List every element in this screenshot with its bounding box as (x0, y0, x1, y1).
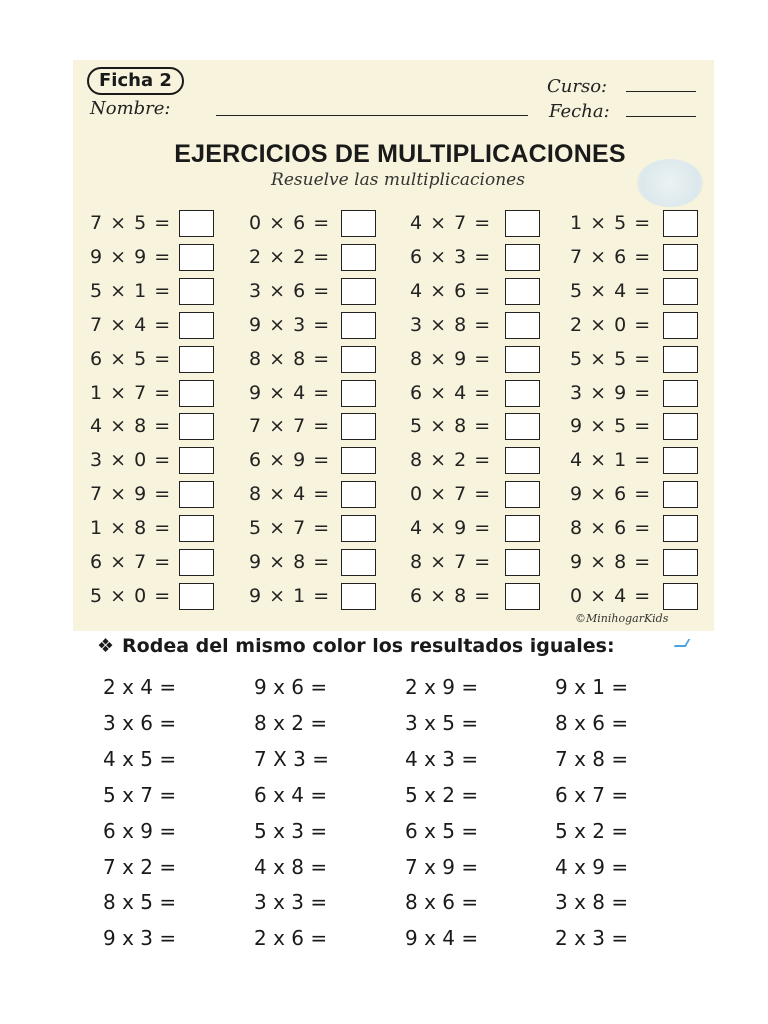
exercise-item (570, 346, 703, 374)
exercise-item (410, 278, 545, 306)
answer-box[interactable] (505, 346, 540, 373)
exercise-expression: 3 × 0 = (90, 449, 172, 472)
exercise-expression: 1 × 5 = (570, 212, 652, 234)
exercise-item (90, 312, 219, 340)
exercise-expression: 7 × 5 = (90, 212, 172, 234)
equation-item: 8 x 2 = (254, 710, 328, 735)
exercise-expression: 9 × 9 = (90, 245, 172, 268)
answer-box[interactable] (179, 549, 214, 576)
exercise-expression: 6 × 9 = (249, 449, 331, 472)
exercise-expression: 1 × 8 = (90, 517, 172, 540)
answer-box[interactable] (663, 380, 698, 407)
exercise-expression: 6 × 8 = (410, 584, 492, 607)
answer-box[interactable] (179, 244, 214, 271)
equation-item: 8 x 6 = (405, 890, 479, 915)
exercise-item (249, 244, 381, 272)
exercise-item (410, 244, 545, 272)
answer-box[interactable] (179, 210, 214, 237)
exercise-item (410, 515, 545, 543)
exercise-item (249, 447, 381, 475)
equation-item: 5 x 3 = (254, 818, 328, 843)
exercise-item (570, 447, 703, 475)
answer-box[interactable] (341, 481, 376, 508)
exercise-expression: 4 × 6 = (410, 279, 492, 302)
equation-item: 4 x 5 = (103, 746, 177, 771)
answer-box[interactable] (179, 515, 214, 542)
worksheet-card (73, 60, 714, 631)
equation-item: 5 x 7 = (103, 782, 177, 807)
exercise-expression: 8 × 6 = (570, 517, 652, 540)
answer-box[interactable] (341, 380, 376, 407)
answer-box[interactable] (341, 515, 376, 542)
exercise-item (410, 210, 545, 238)
exercise-item (90, 481, 219, 509)
equation-item: 6 x 5 = (405, 818, 479, 843)
answer-box[interactable] (505, 210, 540, 237)
equation-item: 9 x 4 = (405, 926, 479, 951)
exercise-expression: 9 × 1 = (249, 584, 331, 607)
fecha-label: Fecha: (549, 101, 610, 122)
exercise-expression: 9 × 6 = (570, 483, 652, 506)
answer-box[interactable] (179, 481, 214, 508)
exercise-expression: 9 × 8 = (249, 551, 331, 573)
exercise-item (90, 346, 219, 374)
section-title-text: Rodea del mismo color los resultados iguales: (122, 635, 615, 657)
exercise-item (249, 549, 381, 577)
answer-box[interactable] (179, 380, 214, 407)
answer-box[interactable] (505, 549, 540, 576)
answer-box[interactable] (663, 312, 698, 339)
answer-box[interactable] (663, 278, 698, 305)
answer-box[interactable] (505, 515, 540, 542)
exercise-item (90, 549, 219, 577)
exercise-item (410, 346, 545, 374)
answer-box[interactable] (663, 447, 698, 474)
equation-item: 5 x 2 = (405, 782, 479, 807)
equation-item: 3 x 6 = (103, 710, 177, 735)
exercise-expression: 5 × 4 = (570, 279, 652, 302)
equation-item: 7 x 9 = (405, 854, 479, 879)
answer-box[interactable] (663, 244, 698, 271)
equation-item: 6 x 4 = (254, 782, 328, 807)
copyright-text: ©MinihogarKids (575, 612, 669, 625)
answer-box[interactable] (179, 346, 214, 373)
exercise-expression: 4 × 1 = (570, 449, 652, 472)
exercise-item (570, 380, 703, 408)
exercise-expression: 6 × 7 = (90, 551, 172, 573)
exercise-expression: 3 × 9 = (570, 381, 652, 404)
exercise-item (570, 549, 703, 577)
answer-box[interactable] (505, 380, 540, 407)
exercise-item (90, 515, 219, 543)
exercise-item (249, 210, 381, 238)
equation-item: 8 x 5 = (103, 890, 177, 915)
answer-box[interactable] (663, 481, 698, 508)
exercise-item (570, 278, 703, 306)
exercise-expression: 1 × 7 = (90, 381, 172, 404)
equation-item: 7 x 8 = (555, 746, 629, 771)
answer-box[interactable] (341, 278, 376, 305)
exercise-expression: 3 × 6 = (249, 279, 331, 302)
exercise-item (410, 583, 545, 611)
exercise-expression: 8 × 8 = (249, 347, 331, 370)
answer-box[interactable] (341, 312, 376, 339)
equation-item: 9 x 3 = (103, 926, 177, 951)
answer-box[interactable] (663, 549, 698, 576)
answer-box[interactable] (341, 447, 376, 474)
logo-badge-icon (637, 159, 703, 207)
exercise-item (90, 583, 219, 611)
exercise-expression: 9 × 4 = (249, 381, 331, 404)
answer-box[interactable] (663, 515, 698, 542)
answer-box[interactable] (179, 413, 214, 440)
exercise-expression: 3 × 8 = (410, 313, 492, 336)
answer-box[interactable] (341, 549, 376, 576)
curso-label: Curso: (547, 76, 608, 97)
answer-box[interactable] (663, 413, 698, 440)
answer-box[interactable] (341, 413, 376, 440)
equation-item: 2 x 6 = (254, 926, 328, 951)
answer-box[interactable] (663, 346, 698, 373)
exercise-item (249, 481, 381, 509)
answer-box[interactable] (341, 210, 376, 237)
equation-item: 6 x 9 = (103, 818, 177, 843)
exercise-expression: 7 × 7 = (249, 415, 331, 438)
exercise-expression: 9 × 5 = (570, 415, 652, 438)
equation-item: 2 x 4 = (103, 675, 177, 699)
answer-box[interactable] (505, 583, 540, 610)
equation-item: 3 x 5 = (405, 710, 479, 735)
exercise-expression: 8 × 4 = (249, 483, 331, 506)
exercise-expression: 8 × 7 = (410, 551, 492, 573)
answer-box[interactable] (505, 413, 540, 440)
fecha-line (626, 116, 696, 117)
exercise-expression: 0 × 6 = (249, 212, 331, 234)
exercise-item (90, 413, 219, 441)
exercise-item (570, 210, 703, 238)
equation-item: 6 x 7 = (555, 782, 629, 807)
exercise-expression: 6 × 5 = (90, 347, 172, 370)
equation-item: 4 x 8 = (254, 854, 328, 879)
exercise-item (90, 244, 219, 272)
exercise-expression: 8 × 9 = (410, 347, 492, 370)
nombre-line (216, 115, 528, 116)
answer-box[interactable] (179, 583, 214, 610)
exercise-item (570, 515, 703, 543)
exercise-item (90, 278, 219, 306)
exercise-expression: 4 × 9 = (410, 517, 492, 540)
exercise-expression: 4 × 8 = (90, 415, 172, 438)
worksheet-subtitle: Resuelve las multiplicaciones (271, 170, 525, 190)
ficha-label: Ficha 2 (87, 67, 184, 95)
exercise-expression: 2 × 0 = (570, 313, 652, 336)
exercise-expression: 8 × 2 = (410, 449, 492, 472)
answer-box[interactable] (663, 583, 698, 610)
exercise-item (570, 244, 703, 272)
exercise-expression: 0 × 4 = (570, 584, 652, 607)
equation-item: 3 x 3 = (254, 890, 328, 915)
answer-box[interactable] (341, 583, 376, 610)
exercise-item (410, 481, 545, 509)
answer-box[interactable] (505, 312, 540, 339)
answer-box[interactable] (505, 447, 540, 474)
exercise-item (410, 380, 545, 408)
equation-item: 3 x 8 = (555, 890, 629, 915)
diamond-bullet-icon: ❖ (97, 635, 115, 657)
equation-item: 4 x 3 = (405, 746, 479, 771)
exercise-expression: 5 × 5 = (570, 347, 652, 370)
exercise-item (410, 549, 545, 577)
nombre-label: Nombre: (90, 98, 171, 119)
exercise-item (410, 312, 545, 340)
exercise-item (249, 278, 381, 306)
answer-box[interactable] (179, 447, 214, 474)
answer-box[interactable] (505, 244, 540, 271)
curso-line (626, 91, 696, 92)
exercise-expression: 2 × 2 = (249, 245, 331, 268)
answer-box[interactable] (341, 244, 376, 271)
exercise-item (249, 312, 381, 340)
equation-item: 8 x 6 = (555, 710, 629, 735)
equation-item: 2 x 3 = (555, 926, 629, 951)
exercise-item (570, 312, 703, 340)
exercise-item (90, 210, 219, 238)
exercise-expression: 9 × 3 = (249, 313, 331, 336)
equation-item: 9 x 6 = (254, 675, 328, 699)
exercise-expression: 9 × 8 = (570, 551, 652, 573)
exercise-expression: 6 × 4 = (410, 381, 492, 404)
exercise-expression: 0 × 7 = (410, 483, 492, 506)
equation-item: 2 x 9 = (405, 675, 479, 699)
worksheet-title: EJERCICIOS DE MULTIPLICACIONES (174, 140, 626, 168)
exercise-expression: 7 × 6 = (570, 245, 652, 268)
exercise-item (249, 413, 381, 441)
equation-item: 4 x 9 = (555, 854, 629, 879)
answer-box[interactable] (505, 278, 540, 305)
equation-item: 5 x 2 = (555, 818, 629, 843)
decorative-mark-icon (674, 639, 691, 647)
equation-item: 7 x 2 = (103, 854, 177, 879)
exercise-expression: 5 × 1 = (90, 279, 172, 302)
exercise-expression: 5 × 0 = (90, 584, 172, 607)
equation-item: 9 x 1 = (555, 675, 629, 699)
exercise-item (90, 380, 219, 408)
answer-box[interactable] (179, 312, 214, 339)
exercise-item (570, 413, 703, 441)
exercise-expression: 4 × 7 = (410, 212, 492, 234)
exercise-expression: 6 × 3 = (410, 245, 492, 268)
answer-box[interactable] (505, 481, 540, 508)
exercise-item (410, 447, 545, 475)
exercise-expression: 5 × 7 = (249, 517, 331, 540)
answer-box[interactable] (341, 346, 376, 373)
exercise-item (249, 380, 381, 408)
answer-box[interactable] (179, 278, 214, 305)
exercise-item (90, 447, 219, 475)
exercise-item (570, 583, 703, 611)
exercise-item (249, 515, 381, 543)
exercise-item (410, 413, 545, 441)
exercise-item (249, 583, 381, 611)
section-title (97, 635, 615, 657)
exercise-expression: 7 × 4 = (90, 313, 172, 336)
exercise-expression: 5 × 8 = (410, 415, 492, 438)
equation-item: 7 X 3 = (254, 746, 329, 771)
exercise-item (249, 346, 381, 374)
answer-box[interactable] (663, 210, 698, 237)
exercise-expression: 7 × 9 = (90, 483, 172, 506)
exercise-item (570, 481, 703, 509)
